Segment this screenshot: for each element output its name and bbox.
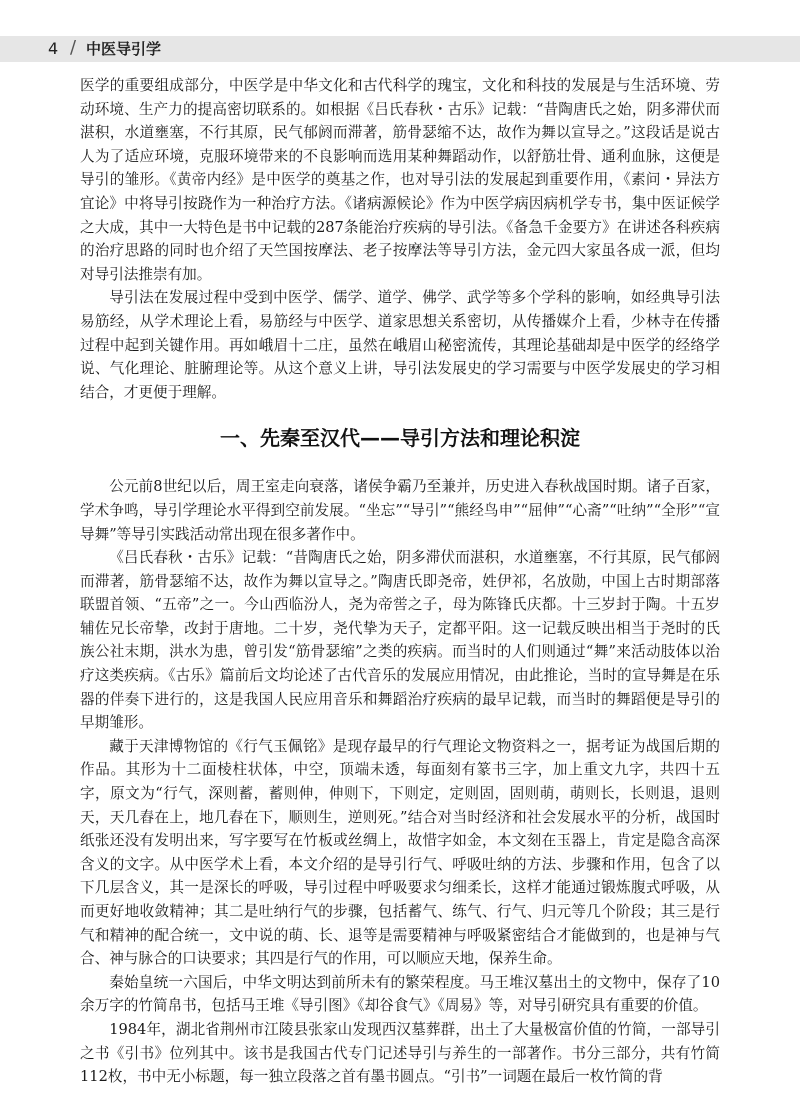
page-body: [80, 74, 720, 1089]
page-number: 4: [48, 39, 59, 58]
body-paragraph: 1984年，湖北省荆州市江陵县张家山发现西汉墓葬群，出土了大量极富价值的竹简，一部导引之书《引书》位列其中。该书是我国古代专门记述导引与养生的一部著作。书分三部分，共有竹简112枚，书中无小标题，每一独立段落之首有墨书圆点。“引书”一词题在最后一枚竹简的背: [80, 1020, 720, 1086]
header-separator: /: [70, 37, 77, 58]
body-paragraph: 医学的重要组成部分，中医学是中华文化和古代科学的瑰宝，文化和科技的发展是与生活环境、劳动环境、生产力的提高密切联系的。如根据《吕氏春秋・古乐》记载：“昔陶唐氏之始，阴多滞伏而湛积，水道壅塞，不行其原，民气郁阏而滞著，筋骨瑟缩不达，故作为舞以宣导之。”这段话是说古人为了适应环境，克服环境带来的不良影响而选用某种舞蹈动作，以舒筋壮骨、通利血脉，这便是导引的雏形。《黄帝内经》是中医学的奠基之作，也对导引法的发展起到重要作用，《素问・异法方宜论》中将导引按跷作为一种治疗方法。《诸病源候论》作为中医学病因病机学专书，集中医证候学之大成，其中一大特色是书中记载的287条能治疗疾病的导引法。《备急千金要方》在讲述各科疾病的治疗思路的同时也介绍了天竺国按摩法、老子按摩法等导引方法，金元四大家虽各成一派，但均对导引法推崇有加。: [80, 77, 720, 283]
running-header-title: 中医导引学: [86, 40, 162, 58]
body-paragraph: 秦始皇统一六国后，中华文明达到前所未有的繁荣程度。马王堆汉墓出土的文物中，保存了10余万字的竹简帛书，包括马王堆《导引图》《却谷食气》《周易》等，对导引研究具有重要的价值。: [80, 973, 720, 1015]
body-paragraph: 《吕氏春秋・古乐》记载：“昔陶唐氏之始，阴多滞伏而湛积，水道壅塞，不行其原，民气郁阏而滞著，筋骨瑟缩不达，故作为舞以宣导之。”陶唐氏即尧帝，姓伊祁，名放勋，中国上古时期部落联盟首领、“五帝”之一。今山西临汾人，尧为帝喾之子，母为陈锋氏庆都。十三岁封于陶。十五岁辅佐兄长帝挚，改封于唐地。二十岁，尧代挚为天子，定都平阳。这一记载反映出相当于尧时的氏族公社末期，洪水为患，曾引发“筋骨瑟缩”之类的疾病。而当时的人们则通过“舞”来活动肢体以治疗这类疾病。《古乐》篇前后文均论述了古代音乐的发展应用情况，由此推论，当时的宣导舞是在乐器的伴奏下进行的，这是我国人民应用音乐和舞蹈治疗疾病的最早记载，而当时的舞蹈便是导引的早期雏形。: [80, 549, 720, 732]
body-paragraph: 藏于天津博物馆的《行气玉佩铭》是现存最早的行气理论文物资料之一，据考证为战国后期的作品。其形为十二面棱柱状体，中空，顶端未透，每面刻有篆书三字，加上重文九字，共四十五字，原文为“行气，深则蓄，蓄则伸，伸则下，下则定，定则固，固则萌，萌则长，长则退，退则天，天几舂在上，地几舂在下，顺则生，逆则死。”结合对当时经济和社会发展水平的分析，战国时纸张还没有发明出来，写字要写在竹板或丝绸上，故惜字如金，本文刻在玉器上，肯定是隐含高深含义的文字。从中医学术上看，本文介绍的是导引行气、呼吸吐纳的方法、步骤和作用，包含了以下几层含义，其一是深长的呼吸，导引过程中呼吸要求匀细柔长，这样才能通过锻炼腹式呼吸，从而更好地收敛精神；其二是吐纳行气的步骤，包括蓄气、练气、行气、归元等几个阶段；其三是行气和精神的配合统一，文中说的萌、长、退等是需要精神与呼吸紧密结合才能做到的，也是神与气合、神与脉合的口诀要求；其四是行气的作用，可以顺应天地，保养生命。: [80, 737, 720, 968]
body-paragraph: 公元前8世纪以后，周王室走向衰落，诸侯争霸乃至兼并，历史进入春秋战国时期。诸子百家，学术争鸣，导引学理论水平得到空前发展。“坐忘”“导引”“熊经鸟申”“屈伸”“心斋”“吐纳”“全形”“宣导舞”等导引实践活动常出现在很多著作中。: [80, 478, 720, 543]
section-heading: 一、先秦至汉代——导引方法和理论积淀: [220, 426, 580, 451]
body-paragraph: 导引法在发展过程中受到中医学、儒学、道学、佛学、武学等多个学科的影响，如经典导引法易筋经，从学术理论上看，易筋经与中医学、道家思想关系密切，从传播媒介上看，少林寺在传播过程中起到关键作用。再如峨眉十二庄，虽然在峨眉山秘密流传，其理论基础却是中医学的经络学说、气化理论、脏腑理论等。从这个意义上讲，导引法发展史的学习需要与中医学发展史的学习相结合，才更便于理解。: [80, 289, 720, 401]
